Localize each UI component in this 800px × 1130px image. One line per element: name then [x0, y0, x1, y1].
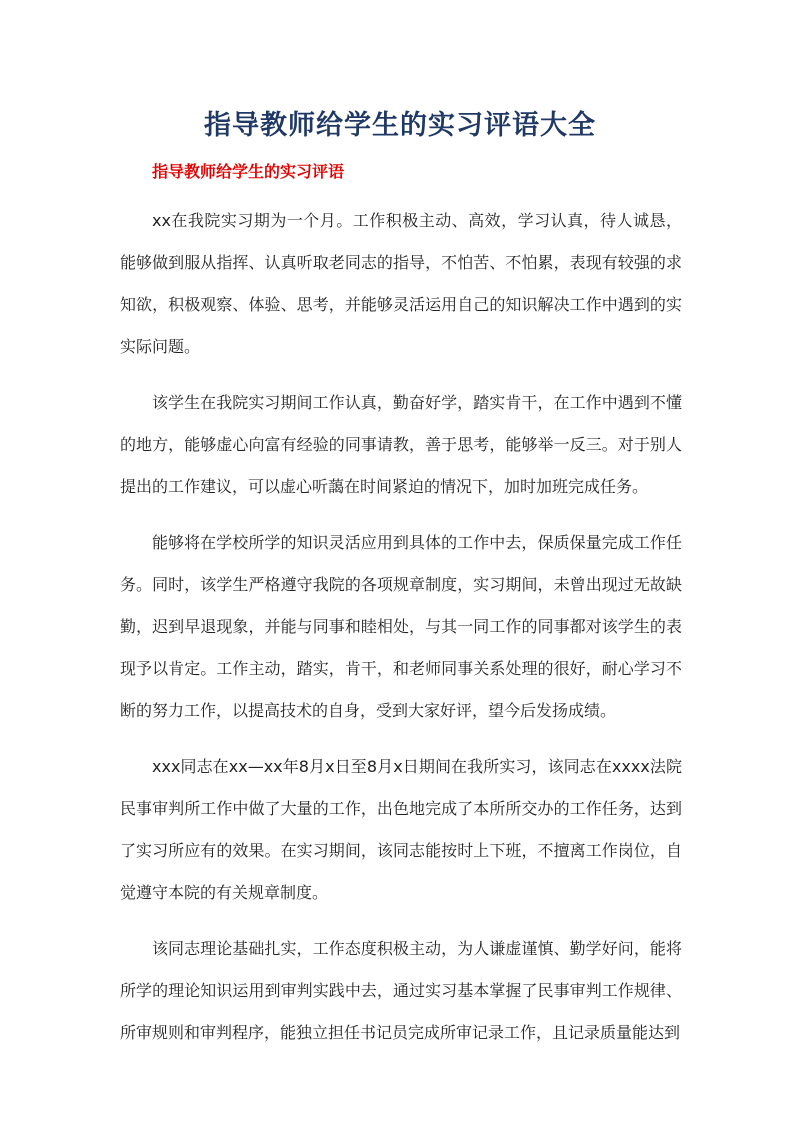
paragraph-5: 该同志理论基础扎实，工作态度积极主动，为人谦虚谨慎、勤学好问，能将所学的理论知识运用到审判实践中去，通过实习基本掌握了民事审判工作规律、所审规则和审判程序，能独立担任书记员完成所审记录工作，且记录质量能达到 [120, 939, 682, 1042]
paragraph-1: xx在我院实习期为一个月。工作积极主动、高效，学习认真，待人诚恳，能够做到服从指挥、认真听取老同志的指导，不怕苦、不怕累，表现有较强的求知欲，积极观察、体验、思考，并能够灵活运用自己的知识解决工作中遇到的实实际问题。 [120, 211, 682, 356]
document-body [120, 200, 682, 1068]
paragraph-4: xxx同志在xx—xx年8月x日至8月x日期间在我所实习，该同志在xxxx法院民事审判所工作中做了大量的工作，出色地完成了本所所交办的工作任务，达到了实习所应有的效果。在实习期间，该同志能按时上下班，不擅离工作岗位，自觉遵守本院的有关规章制度。 [120, 757, 682, 902]
section-heading: 指导教师给学生的实习评语 [152, 162, 345, 181]
paragraph-2: 该学生在我院实习期间工作认真，勤奋好学，踏实肯干，在工作中遇到不懂的地方，能够虚心向富有经验的同事请教，善于思考，能够举一反三。对于别人提出的工作建议，可以虚心听藹在时间紧迫的情况下，加时加班完成任务。 [120, 393, 682, 496]
paragraph-3: 能够将在学校所学的知识灵活应用到具体的工作中去，保质保量完成工作任务。同时，该学生严格遵守我院的各项规章制度，实习期间，未曾出现过无故缺勤，迟到早退现象，并能与同事和睦相处，与其一同工作的同事都对该学生的表现予以肯定。工作主动，踏实，肯干，和老师同事关系处理的很好，耐心学习不断的努力工作，以提高技术的自身，受到大家好评，望今后发扬成绩。 [120, 533, 682, 720]
document-title: 指导教师给学生的实习评语大全 [204, 110, 596, 141]
